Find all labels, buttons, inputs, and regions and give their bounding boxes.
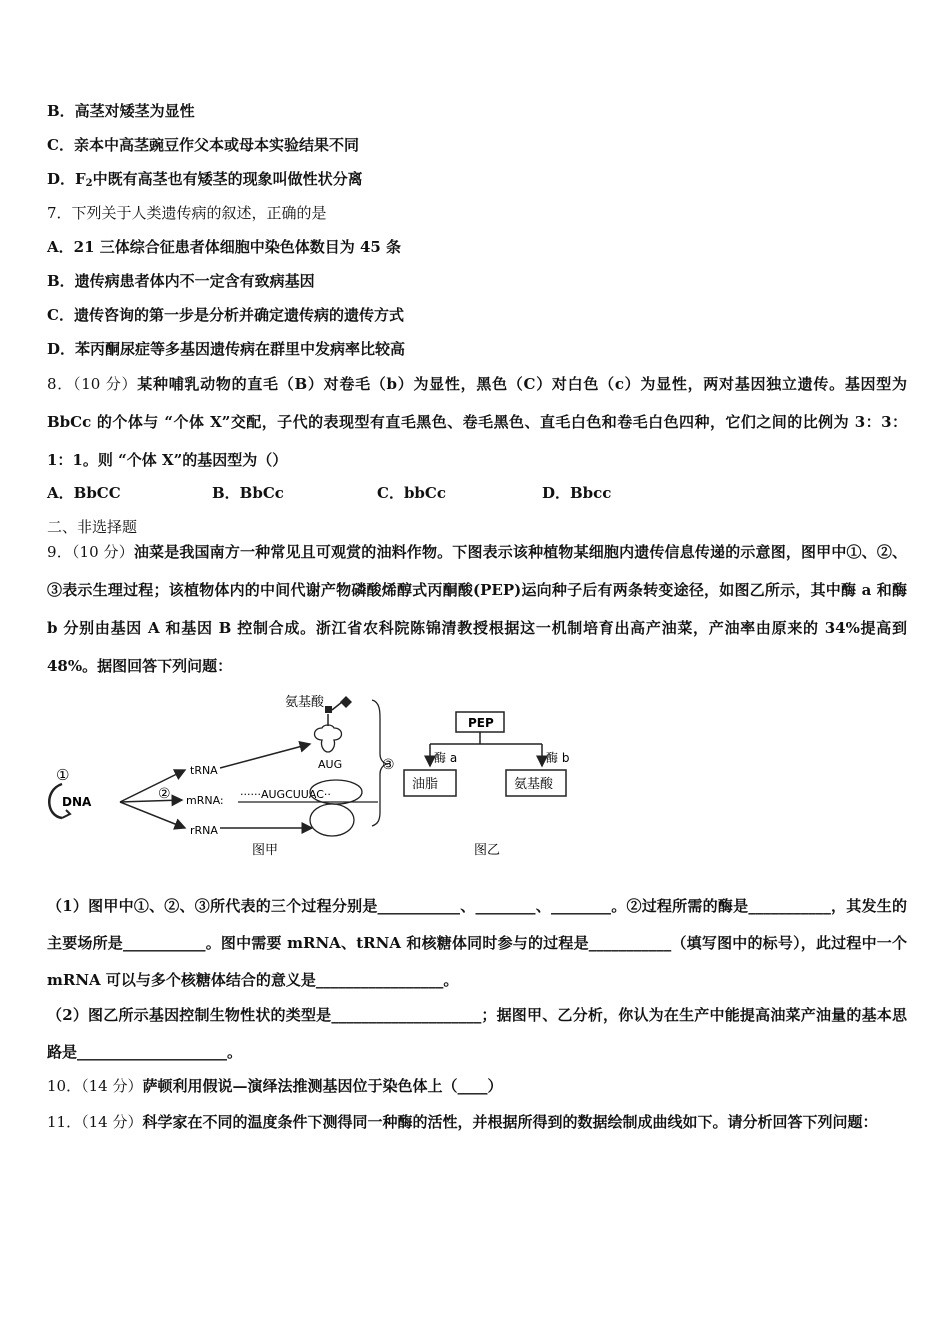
- option-6c: C．亲本中高茎豌豆作父本或母本实验结果不同: [47, 136, 359, 154]
- arrow-trna-up: [220, 744, 310, 768]
- enzyme-a-label: 酶 a: [434, 751, 458, 765]
- mrna-label: mRNA:: [186, 794, 224, 807]
- question-11-text: 科学家在不同的温度条件下测得同一种酶的活性，并根据所得到的数据绘制成曲线如下。请分析回答下列问题：: [142, 1113, 878, 1131]
- enzyme-b-label: 酶 b: [546, 751, 570, 765]
- oil-label: 油脂: [412, 777, 439, 792]
- option-6d-subscript: 2: [85, 178, 93, 189]
- question-9-part-2: （2）图乙所示基因控制生物性状的类型是____________________；据图甲、乙分析，你认为在生产中能提高油菜产油量的基本思路是____________________。: [47, 1006, 907, 1061]
- caption-a: 图甲: [252, 843, 279, 858]
- question-9-number: 9．（10 分）: [47, 543, 134, 561]
- replication-arrowhead: [62, 810, 70, 818]
- option-6b: B．高茎对矮茎为显性: [47, 102, 195, 120]
- question-7: 7．下列关于人类遗传病的叙述，正确的是: [47, 204, 327, 222]
- amino-acid-label: 氨基酸: [285, 695, 325, 710]
- replication-loop: [49, 784, 62, 818]
- option-6d-text: 中既有高茎也有矮茎的现象叫做性状分离: [92, 170, 363, 188]
- trna-cloverleaf: [315, 725, 342, 752]
- branch-lines: [430, 732, 542, 744]
- option-7b: B．遗传病患者体内不一定含有致病基因: [47, 272, 315, 290]
- option-8d: D．Bbcc: [542, 484, 612, 502]
- question-11: [47, 1103, 907, 1141]
- option-8a: A．BbCC: [47, 484, 121, 502]
- option-7a: A．21 三体综合征患者体细胞中染色体数目为 45 条: [47, 238, 402, 256]
- circle-2-label: ②: [158, 786, 171, 802]
- rrna-label: rRNA: [190, 824, 218, 837]
- codon-label: AUG: [318, 758, 343, 771]
- arrow-dna-trna: [120, 770, 185, 802]
- question-11-number: 11．（14 分）: [47, 1113, 143, 1131]
- question-8-text: 某种哺乳动物的直毛（B）对卷毛（b）为显性，黑色（C）对白色（c）为显性，两对基因独立遗传。基因型为 BbCc 的个体与 “个体 X”交配，子代的表现型有直毛黑色、卷毛黑色、直毛白色和卷毛白色四种，它们之间的比例为 3：3：1：1。则 “个体 X”的基因型为（）: [47, 375, 907, 469]
- circle-1-label: ①: [56, 766, 70, 784]
- amino-acid-bond: [332, 702, 342, 710]
- option-6d-prefix: D．F: [47, 170, 86, 188]
- question-9: [47, 533, 907, 685]
- trna-label: tRNA: [190, 764, 218, 777]
- amino-acid-b-label: 氨基酸: [514, 777, 554, 792]
- amino-acid-square: [325, 706, 332, 713]
- option-7d: D．苯丙酮尿症等多基因遗传病在群里中发病率比较高: [47, 340, 406, 358]
- dna-label: DNA: [62, 795, 92, 809]
- option-7c: C．遗传咨询的第一步是分析并确定遗传病的遗传方式: [47, 306, 404, 324]
- option-8b: B．BbCc: [212, 484, 284, 502]
- caption-b: 图乙: [474, 843, 501, 858]
- mrna-sequence: ······AUGCUUAC··: [240, 788, 331, 801]
- question-10: [47, 1076, 502, 1096]
- question-8-number: 8．（10 分）: [47, 375, 138, 393]
- option-6d: [47, 169, 363, 194]
- amino-acid-diamond: [340, 696, 352, 708]
- figure: [40, 688, 600, 868]
- arrow-dna-mrna: [120, 800, 182, 802]
- circle-3-label: ③: [382, 757, 395, 773]
- ribosome-large-subunit: [310, 804, 354, 836]
- question-9-text: 油菜是我国南方一种常见且可观赏的油料作物。下图表示该种植物某细胞内遗传信息传递的示意图，图甲中①、②、③表示生理过程；该植物体内的中间代谢产物磷酸烯醇式丙酮酸(PEP)运向种子后有两条转变途径，如图乙所示，其中酶 a 和酶 b 分别由基因 A 和基因 B 控制合成。浙江省农科院陈锦清教授根据这一机制培育出高产油菜，产油率由原来的 34%提高到 48%。据图回答下列问题：: [47, 543, 907, 675]
- arrow-dna-rrna: [120, 802, 185, 828]
- section-heading: 二、非选择题: [47, 518, 138, 536]
- pep-label: PEP: [468, 716, 494, 730]
- question-10-number: 10．（14 分）: [47, 1077, 143, 1095]
- question-10-text: 萨顿利用假说—演绎法推测基因位于染色体上（____）: [142, 1077, 503, 1095]
- question-9-part-1: （1）图甲中①、②、③所代表的三个过程分别是___________、________、________。②过程所需的酶是___________，其发生的主要场所是___________。图中需要 mRNA、tRNA 和核糖体同时参与的过程是___________（填写图中的标号），此过程中一个 mRNA 可以与多个核糖体结合的意义是_________________。: [47, 897, 907, 989]
- option-8c: C．bbCc: [377, 484, 446, 502]
- question-8: [47, 365, 907, 479]
